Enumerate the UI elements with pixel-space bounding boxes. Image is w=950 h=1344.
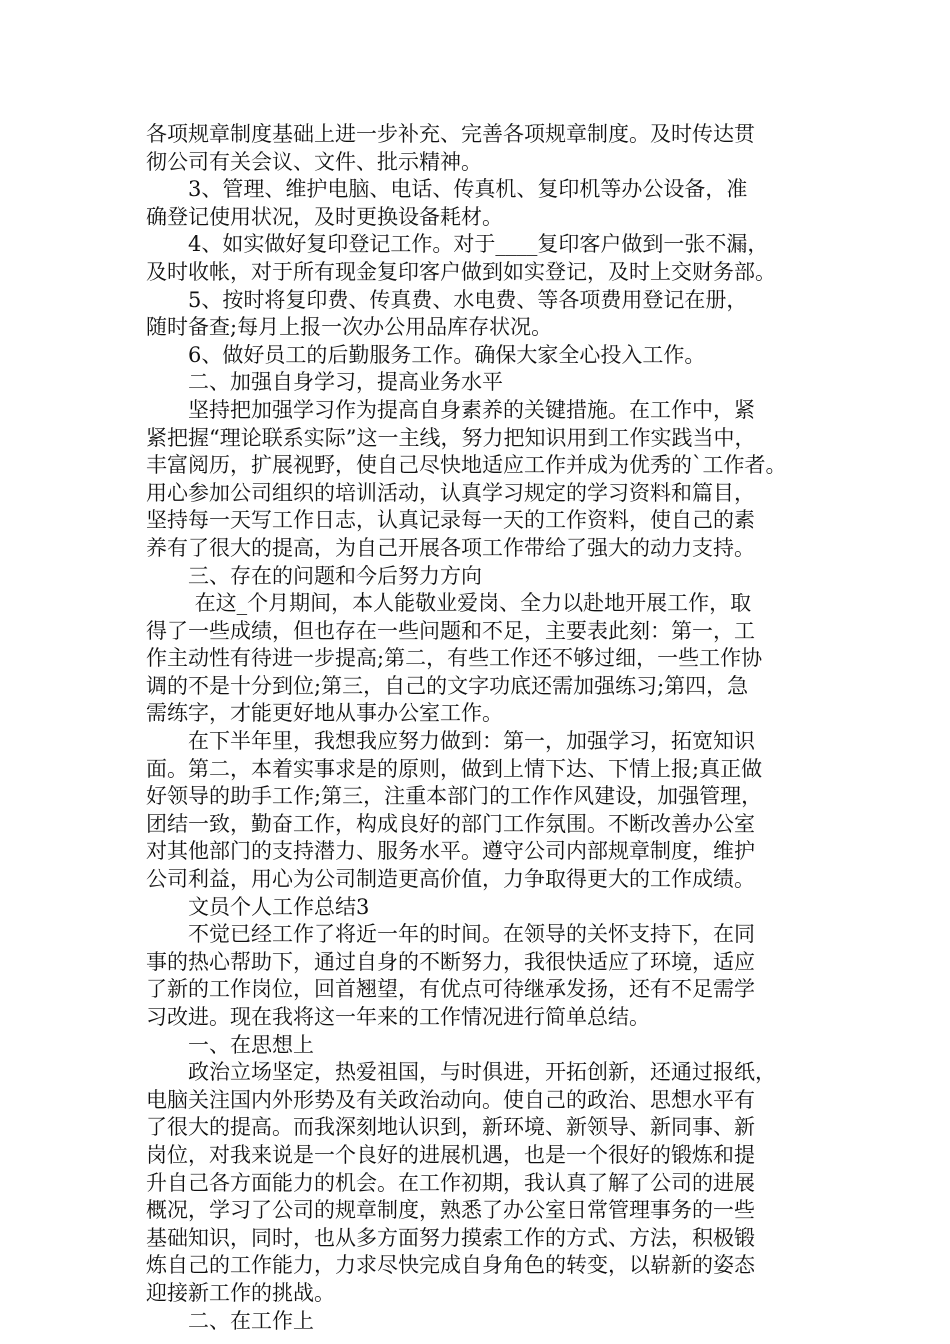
text-line: 确登记使用状况，及时更换设备耗材。: [146, 204, 503, 229]
text-line: 电脑关注国内外形势及有关政治动向。使自己的政治、思想水平有: [146, 1087, 755, 1112]
text-line: 6、做好员工的后勤服务工作。确保大家全心投入工作。: [146, 342, 706, 367]
text-line: 调的不是十分到位;第三，自己的文字功底还需加强练习;第四，急: [146, 673, 749, 698]
text-line: 岗位，对我来说是一个良好的进展机遇，也是一个很好的锻炼和提: [146, 1142, 755, 1167]
text-line: 得了一些成绩，但也存在一些问题和不足，主要表此刻：第一，工: [146, 618, 755, 643]
text-line: 3、管理、维护电脑、电话、传真机、复印机等办公设备，准: [146, 177, 748, 202]
text-line: 概况，学习了公司的规章制度，熟悉了办公室日常管理事务的一些: [146, 1198, 755, 1223]
text-line: 坚持每一天写工作日志，认真记录每一天的工作资料，使自己的素: [146, 508, 755, 533]
text-line: 各项规章制度基础上进一步补充、完善各项规章制度。及时传达贯: [146, 122, 755, 146]
text-line: 好领导的助手工作;第三，注重本部门的工作作风建设，加强管理，: [146, 784, 763, 809]
text-line: 迎接新工作的挑战。: [146, 1280, 335, 1305]
text-line: 团结一致，勤奋工作，构成良好的部门工作氛围。不断改善办公室: [146, 811, 755, 836]
section-heading: 一、在思想上: [146, 1032, 314, 1057]
text-line: 基础知识，同时，也从多方面努力摸索工作的方式、方法，积极锻: [146, 1225, 755, 1250]
document-body: [146, 121, 806, 1335]
text-line: 丰富阅历，扩展视野，使自己尽快地适应工作并成为优秀的`工作者。: [146, 453, 787, 478]
text-line: 养有了很大的提高，为自己开展各项工作带给了强大的动力支持。: [146, 535, 755, 560]
text-line: 在下半年里，我想我应努力做到：第一，加强学习，拓宽知识: [146, 729, 755, 754]
text-line: 了很大的提高。而我深刻地认识到，新环境、新领导、新同事、新: [146, 1115, 755, 1140]
text-line: 炼自己的工作能力，力求尽快完成自身角色的转变，以崭新的姿态: [146, 1253, 755, 1278]
text-line: 紧把握“理论联系实际”这一主线，努力把知识用到工作实践当中，: [146, 425, 756, 450]
text-line: 4、如实做好复印登记工作。对于____复印客户做到一张不漏，: [146, 232, 769, 257]
text-line: 习改进。现在我将这一年来的工作情况进行简单总结。: [146, 1005, 650, 1029]
text-line: 政治立场坚定，热爱祖国，与时俱进，开拓创新，还通过报纸，: [146, 1060, 776, 1085]
document-title: 文员个人工作总结3: [146, 894, 370, 919]
text-line: 面。第二，本着实事求是的原则，做到上情下达、下情上报;真正做: [146, 756, 763, 781]
text-line: 在这_个月期间，本人能敬业爱岗、全力以赴地开展工作，取: [146, 591, 752, 616]
text-line: 事的热心帮助下，通过自身的不断努力，我很快适应了环境，适应: [146, 949, 755, 974]
text-line: 公司利益，用心为公司制造更高价值，力争取得更大的工作成绩。: [146, 867, 755, 892]
text-line: 不觉已经工作了将近一年的时间。在领导的关怀支持下，在同: [146, 922, 755, 947]
text-line: 用心参加公司组织的培训活动，认真学习规定的学习资料和篇目，: [146, 480, 755, 505]
text-line: 需练字，才能更好地从事办公室工作。: [146, 701, 503, 726]
section-heading: 三、存在的问题和今后努力方向: [146, 563, 482, 588]
text-line: 坚持把加强学习作为提高自身素养的关键措施。在工作中，紧: [146, 397, 755, 422]
text-line: 彻公司有关会议、文件、批示精神。: [146, 149, 482, 174]
section-heading: 二、在工作上: [146, 1308, 314, 1333]
text-line: 了新的工作岗位，回首翘望，有优点可待继承发扬，还有不足需学: [146, 977, 755, 1002]
text-line: 升自己各方面能力的机会。在工作初期，我认真了解了公司的进展: [146, 1170, 755, 1195]
text-line: 及时收帐，对于所有现金复印客户做到如实登记，及时上交财务部。: [146, 259, 776, 284]
text-line: 5、按时将复印费、传真费、水电费、等各项费用登记在册，: [146, 287, 748, 312]
text-line: 对其他部门的支持潜力、服务水平。遵守公司内部规章制度，维护: [146, 839, 755, 864]
text-line: 作主动性有待进一步提高;第二，有些工作还不够过细，一些工作协: [146, 646, 763, 671]
section-heading: 二、加强自身学习，提高业务水平: [146, 370, 503, 395]
text-line: 随时备查;每月上报一次办公用品库存状况。: [146, 315, 553, 340]
